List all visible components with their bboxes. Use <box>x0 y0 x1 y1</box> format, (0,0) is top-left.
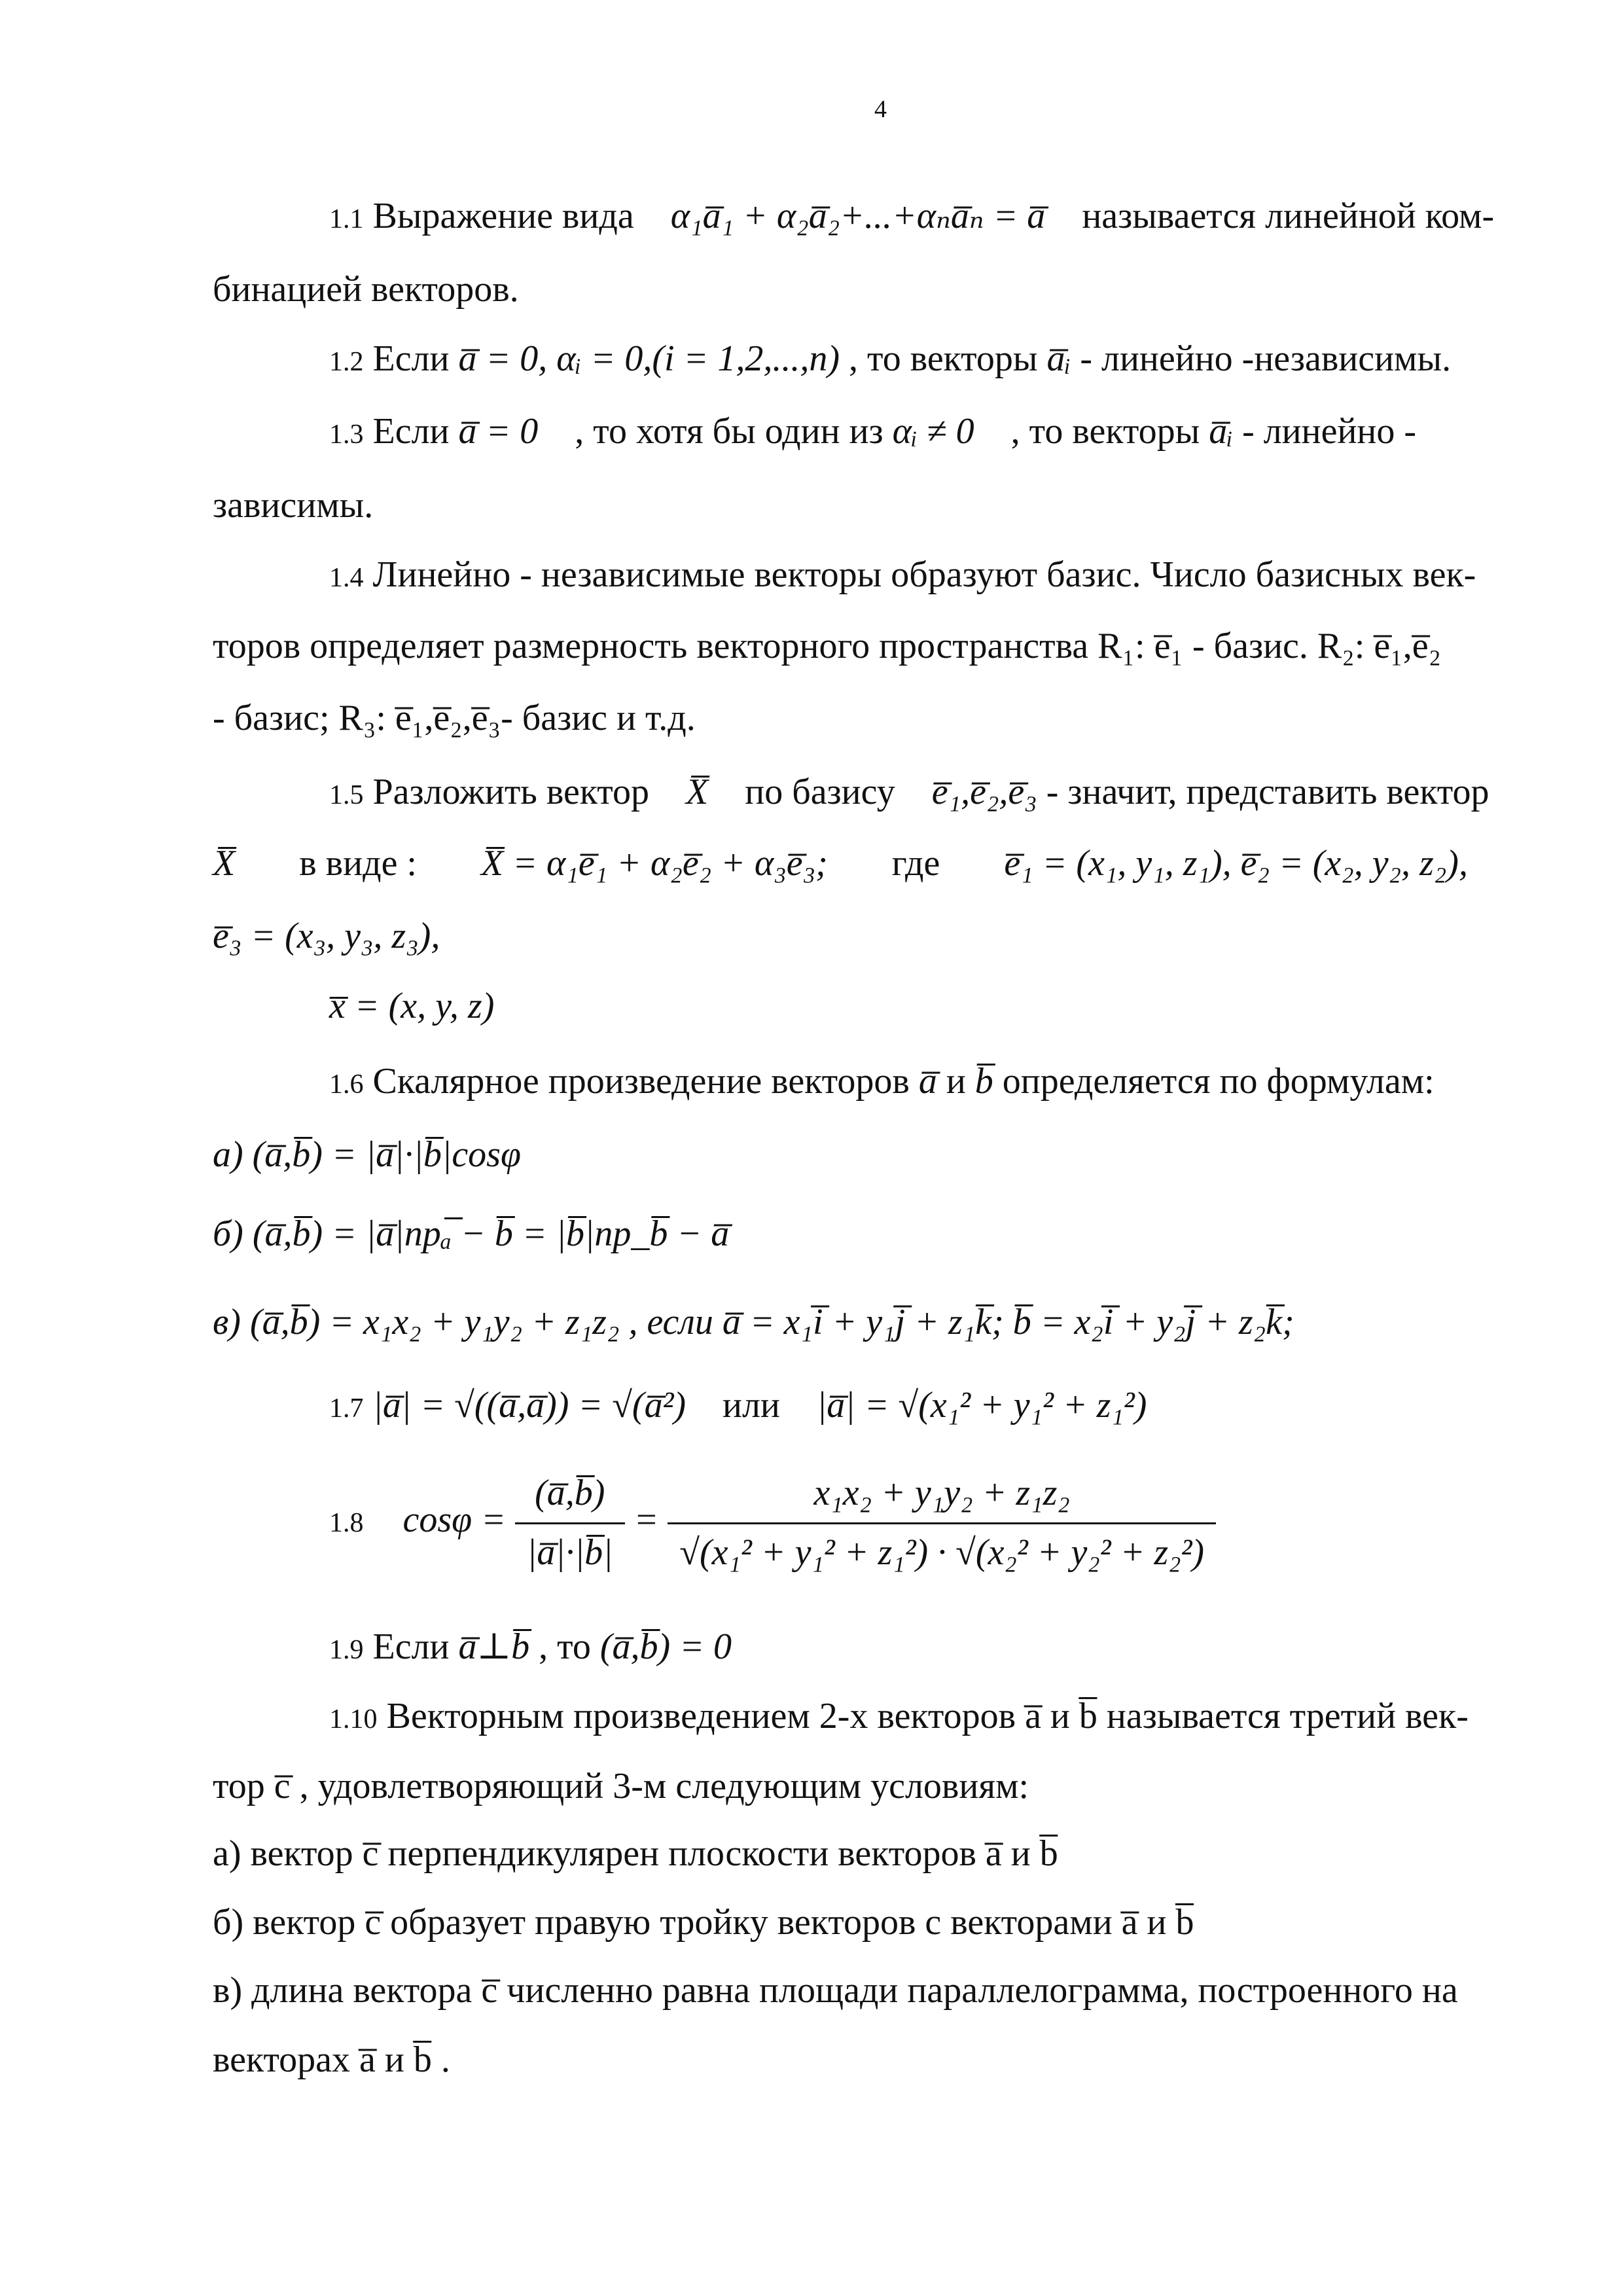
definition-1-4-line-3: - базис; R₃: e̅₁,e̅₂,e̅₃- базис и т.д. <box>213 698 696 738</box>
independence-condition: a̅ = 0, αᵢ = 0,(i = 1,2,...,n) <box>458 338 840 379</box>
linear-combination-formula: α₁a̅₁ + α₂a̅₂+...+αₙa̅ₙ = a̅ <box>670 196 1046 236</box>
vector-b: b̅ <box>974 1061 993 1102</box>
vector-product-condition-c-line-1: в) длина вектора c̅ численно равна площади параллелограмма, построенного на <box>213 1970 1458 2011</box>
equals-sign: = <box>633 1499 659 1540</box>
vector-product-condition-a: а) вектор c̅ перпендикулярен плоскости векторов a̅ и b̅ <box>213 1833 1058 1874</box>
basis-vectors: e̅₁,e̅₂,e̅₃ <box>931 772 1037 812</box>
definition-text: и <box>946 1061 966 1102</box>
definition-1-5-line-3: e̅₃ = (x₃, y₃, z₃), <box>213 916 440 956</box>
definition-text: Выражение вида <box>372 196 634 236</box>
definition-label: 1.4 <box>329 563 364 593</box>
definition-text: Если <box>372 1626 450 1667</box>
vector-ai: a̅ᵢ <box>1209 411 1234 452</box>
definition-label: 1.6 <box>329 1069 364 1100</box>
expansion-formula: X̅ = α₁e̅₁ + α₂e̅₂ + α₃e̅₃; <box>480 843 828 884</box>
page-number: 4 <box>874 96 887 123</box>
definition-text: - значит, представить вектор <box>1046 772 1489 812</box>
definition-text: Векторным произведением 2-х векторов a̅ и b̅ называется третий век- <box>386 1696 1469 1736</box>
scalar-product-case-c: в) (a̅,b̅) = x₁x₂ + y₁y₂ + z₁z₂ , если a̅ = x₁i̅ + y₁j̅ + z₁k̅; b̅ = x₂i̅ + y₂j̅ + z₂k̅; <box>213 1302 1294 1342</box>
definition-1-3-line-1 <box>329 407 1548 457</box>
vector-x: X̅ <box>213 843 236 884</box>
definition-1-9 <box>329 1623 1548 1672</box>
definition-text: называется линейной ком- <box>1082 196 1495 236</box>
definition-1-6 <box>329 1057 1548 1107</box>
vector-ai: a̅ᵢ <box>1046 338 1071 379</box>
definition-1-1-line-1 <box>329 192 1548 242</box>
definition-1-5-line-1 <box>329 768 1548 817</box>
definition-1-3-line-2: зависимы. <box>213 485 374 526</box>
definition-1-4-line-2: торов определяет размерность векторного пространства R₁: e̅₁ - базис. R₂: e̅₁,e̅₂ <box>213 626 1442 666</box>
cosine-fraction-2 <box>668 1469 1216 1577</box>
definition-label: 1.10 <box>329 1704 378 1734</box>
vector-length-formula-1: |a̅| = √((a̅,a̅)) = √(a̅²) <box>372 1385 687 1426</box>
definition-1-10-line-2: тор c̅ , удовлетворяющий 3-м следующим условиям: <box>213 1766 1029 1806</box>
vector-product-condition-b: б) вектор c̅ образует правую тройку векторов с векторами a̅ и b̅ <box>213 1902 1194 1943</box>
definition-text: - линейно - <box>1242 411 1417 452</box>
definition-1-10-line-1 <box>329 1692 1548 1742</box>
scalar-product-case-a: а) (a̅,b̅) = |a̅|·|b̅|cosφ <box>213 1134 521 1175</box>
definition-1-1-line-2: бинацией векторов. <box>213 269 519 310</box>
fraction-numerator: (a̅,b̅) <box>515 1469 625 1524</box>
definition-text: где <box>891 843 940 884</box>
definition-text: , то векторы <box>848 338 1038 379</box>
definition-label: 1.8 <box>329 1507 364 1538</box>
definition-text: или <box>722 1385 780 1426</box>
definition-label: 1.7 <box>329 1393 364 1424</box>
vector-product-condition-c-line-2: векторах a̅ и b̅ . <box>213 2039 450 2080</box>
definition-text: определяется по формулам: <box>1002 1061 1435 1102</box>
definition-1-8-formula <box>329 1469 1216 1577</box>
fraction-numerator: x₁x₂ + y₁y₂ + z₁z₂ <box>668 1469 1216 1524</box>
vector-length-formula-2: |a̅| = √(x₁² + y₁² + z₁²) <box>816 1385 1147 1426</box>
definition-label: 1.1 <box>329 204 364 234</box>
definition-text: Если <box>372 338 450 379</box>
definition-1-5-line-4: x̅ = (x, y, z) <box>329 986 495 1026</box>
definition-text: , то <box>539 1626 591 1667</box>
definition-text: в виде : <box>299 843 417 884</box>
vector-a: a̅ <box>918 1061 937 1102</box>
definition-label: 1.3 <box>329 420 364 450</box>
definition-text: по базису <box>745 772 895 812</box>
definition-text: , то хотя бы один из <box>575 411 883 452</box>
scalar-product-case-b: б) (a̅,b̅) = |a̅|npₐ̅ − b̅ = |b̅|np_b̅ − a̅ <box>213 1213 730 1254</box>
dependence-condition: αᵢ ≠ 0 <box>892 411 974 452</box>
definition-label: 1.2 <box>329 347 364 377</box>
definition-label: 1.9 <box>329 1635 364 1665</box>
zero-vector-formula: a̅ = 0 <box>458 411 539 452</box>
definition-1-5-line-2 <box>213 839 1548 889</box>
orthogonality-result: (a̅,b̅) = 0 <box>599 1626 732 1667</box>
definition-text: Если <box>372 411 450 452</box>
definition-text: Разложить вектор <box>372 772 650 812</box>
definition-label: 1.5 <box>329 780 364 810</box>
cosine-fraction-1 <box>515 1469 625 1577</box>
orthogonality-formula: a̅⊥b̅ <box>458 1626 530 1667</box>
definition-text: - линейно -независимы. <box>1080 338 1452 379</box>
basis-coordinates: e̅₁ = (x₁, y₁, z₁), e̅₂ = (x₂, y₂, z₂), <box>1004 843 1468 884</box>
cosine-lhs: cosφ = <box>402 1499 506 1540</box>
definition-1-4-line-1 <box>329 550 1548 600</box>
definition-1-2 <box>329 334 1548 384</box>
fraction-denominator: √(x₁² + y₁² + z₁²) · √(x₂² + y₂² + z₂²) <box>679 1532 1205 1573</box>
definition-text: Скалярное произведение векторов <box>372 1061 910 1102</box>
definition-text: Линейно - независимые векторы образуют базис. Число базисных век- <box>372 554 1476 595</box>
vector-x: X̅ <box>686 772 709 812</box>
definition-text: , то векторы <box>1010 411 1200 452</box>
fraction-denominator: |a̅|·|b̅| <box>526 1532 613 1573</box>
definition-1-7 <box>329 1381 1548 1431</box>
